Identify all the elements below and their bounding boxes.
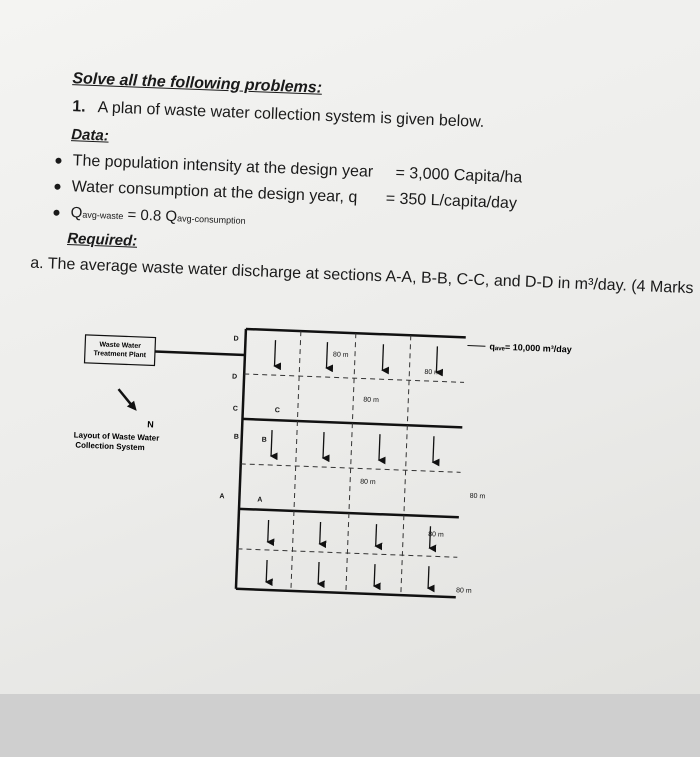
data-label: Data: — [70, 126, 110, 145]
problem-text: A plan of waste water collection system is given below. — [97, 99, 485, 131]
dim-label: 80 m — [363, 396, 379, 405]
problem-statement — [72, 98, 485, 132]
section-label: A — [219, 493, 225, 501]
bullet-value: = 3,000 Capita/ha — [395, 164, 523, 187]
bullet-dot-icon: ● — [52, 177, 63, 194]
bullet-q-relation: ● Qavg-waste = 0.8 Qavg-consumption — [51, 203, 246, 226]
bullet-dot-icon: ● — [51, 203, 62, 220]
problem-number: 1. — [72, 98, 86, 116]
collection-system-diagram — [54, 312, 626, 653]
layout-label-line1: Layout of Waste Water — [73, 430, 160, 443]
dim-label: 80 m — [332, 351, 349, 359]
bullet-dot-icon: ● — [53, 151, 64, 168]
question-a: a. The average waste water discharge at sections A-A, B-B, C-C, and D-D in m³/day. (4 Marks — [29, 254, 694, 298]
north-label: N — [147, 419, 154, 430]
main-outfall-pipe — [155, 352, 245, 355]
section-label: A — [257, 496, 263, 504]
bullet-value: = 350 L/capita/day — [385, 190, 518, 213]
problems-heading: Solve all the following problems: — [72, 70, 323, 97]
q-design-label: qₐᵥₑ= 10,000 m³/day — [489, 341, 572, 355]
dim-label: 80 m — [359, 478, 376, 487]
section-label: C — [274, 407, 281, 415]
section-label: C — [232, 405, 239, 413]
exam-sheet — [0, 10, 700, 757]
dim-label: 80 m — [424, 368, 441, 377]
q-leader-line — [467, 346, 485, 347]
section-label: D — [231, 373, 238, 381]
bullet-text: The population intensity at the design year — [72, 152, 374, 181]
plant-label-line2: Treatment Plant — [93, 350, 147, 360]
plant-label-line1: Waste Water — [99, 341, 142, 350]
section-label: B — [261, 436, 267, 444]
dim-label: 80 m — [455, 587, 472, 595]
dim-label: 80 m — [469, 492, 486, 501]
dim-label: 80 m — [428, 531, 444, 539]
required-label: Required: — [66, 230, 138, 250]
bullet-text: Water consumption at the design year, q — [71, 178, 358, 207]
layout-label-line2: Collection System — [75, 440, 145, 453]
section-label: D — [233, 335, 239, 343]
section-label: B — [233, 433, 239, 441]
